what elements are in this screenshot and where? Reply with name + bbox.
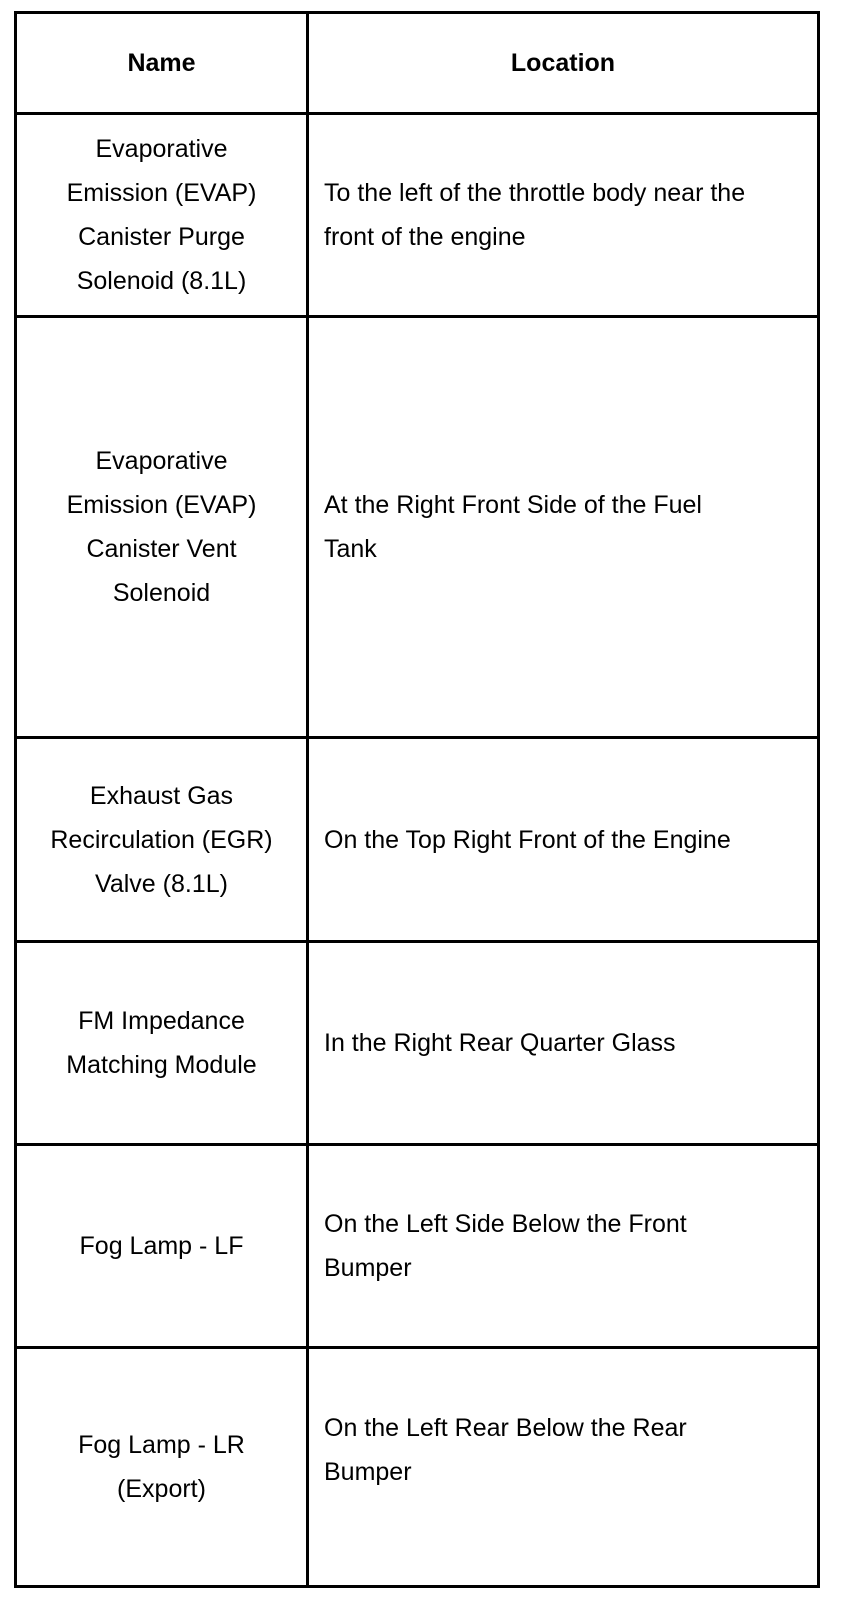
component-location-cell: On the Top Right Front of the Engine	[308, 738, 819, 942]
component-name-cell: Exhaust Gas Recirculation (EGR) Valve (8.1L)	[16, 738, 308, 942]
component-name-cell: Evaporative Emission (EVAP) Canister Purge Solenoid (8.1L)	[16, 114, 308, 317]
table-row	[16, 317, 819, 738]
component-name-cell: FM Impedance Matching Module	[16, 942, 308, 1145]
table-row	[16, 738, 819, 942]
name-column-header: Name	[16, 13, 308, 114]
table-row	[16, 1348, 819, 1587]
component-name-cell: Fog Lamp - LF	[16, 1145, 308, 1348]
component-location-cell: On the Left Side Below the Front Bumper	[308, 1145, 819, 1348]
component-location-cell: At the Right Front Side of the Fuel Tank	[308, 317, 819, 738]
table-row	[16, 114, 819, 317]
component-location-cell: In the Right Rear Quarter Glass	[308, 942, 819, 1145]
component-location-table	[14, 11, 820, 1588]
component-location-cell: To the left of the throttle body near the front of the engine	[308, 114, 819, 317]
component-name-cell: Fog Lamp - LR (Export)	[16, 1348, 308, 1587]
table-row	[16, 1145, 819, 1348]
component-location-cell: On the Left Rear Below the Rear Bumper	[308, 1348, 819, 1587]
location-column-header: Location	[308, 13, 819, 114]
table-header-row	[16, 13, 819, 114]
table-row	[16, 942, 819, 1145]
component-name-cell: Evaporative Emission (EVAP) Canister Vent Solenoid	[16, 317, 308, 738]
